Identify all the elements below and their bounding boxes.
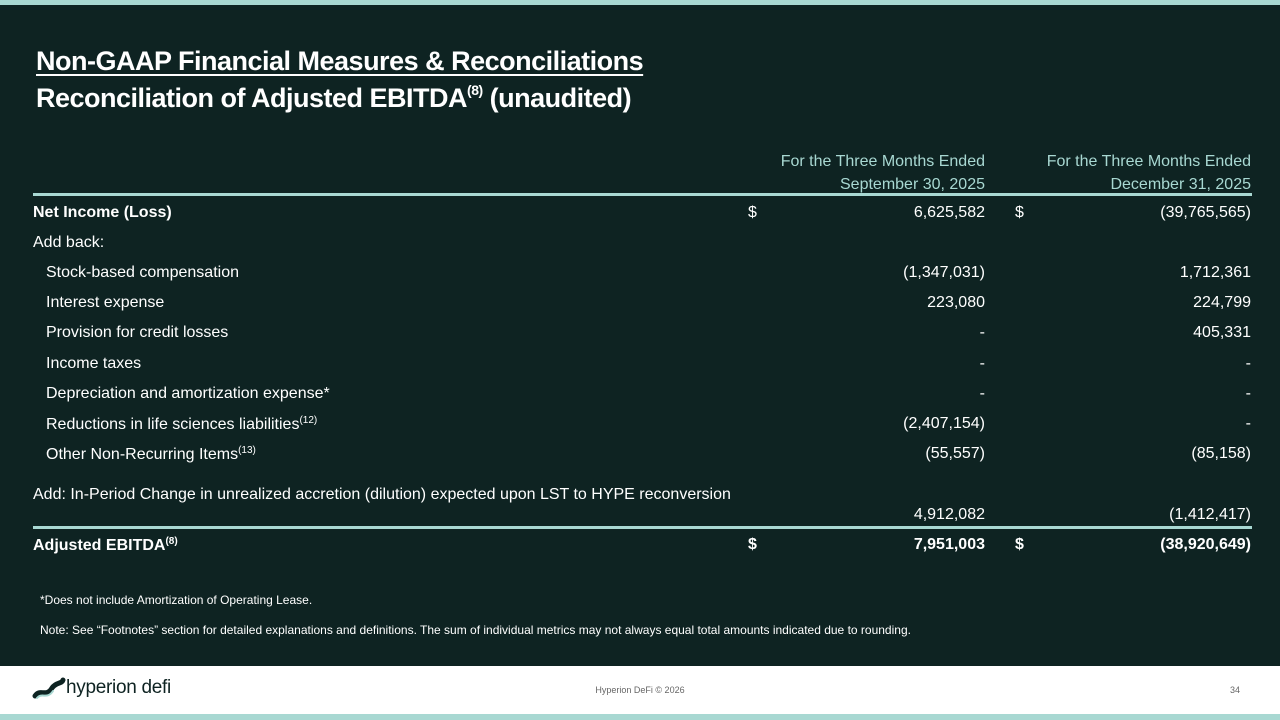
value-q4: (39,765,565) bbox=[1160, 204, 1251, 221]
table-row-add-back bbox=[0, 234, 1280, 258]
row-label bbox=[46, 445, 256, 464]
value-q4: (85,158) bbox=[1191, 445, 1251, 462]
value-q4: 224,799 bbox=[1193, 294, 1251, 311]
header-rule bbox=[33, 193, 1252, 196]
row-label: Income taxes bbox=[46, 355, 142, 372]
value-q3: 223,080 bbox=[927, 294, 985, 311]
value-q3: 7,951,003 bbox=[913, 536, 985, 553]
column-header-q3-line1: For the Three Months Ended bbox=[780, 153, 985, 170]
footnote-note: Note: See “Footnotes” section for detailed explanations and definitions. The sum of individual metrics may not always equal total amounts indicated due to rounding. bbox=[40, 623, 911, 637]
value-q3: - bbox=[979, 324, 985, 341]
value-q4: (38,920,649) bbox=[1160, 536, 1251, 553]
asterisk-note: *Does not include Amortization of Operating Lease. bbox=[40, 593, 313, 607]
column-header-q4-line1: For the Three Months Ended bbox=[1046, 153, 1251, 170]
value-q3: (1,347,031) bbox=[903, 264, 985, 281]
table-row-interest bbox=[0, 294, 1280, 318]
value-q4: 1,712,361 bbox=[1179, 264, 1251, 281]
value-q4: 405,331 bbox=[1193, 324, 1251, 341]
value-q4: - bbox=[1245, 415, 1251, 432]
row-label bbox=[46, 415, 317, 434]
value-q3: - bbox=[979, 385, 985, 402]
row-label-text: Reductions in life sciences liabilities bbox=[46, 416, 300, 433]
accretion-row-label: Add: In-Period Change in unrealized accretion (dilution) expected upon LST to HYPE reconversion bbox=[33, 486, 731, 503]
hyperion-logo-icon bbox=[32, 676, 66, 702]
row-label: Stock-based compensation bbox=[46, 264, 239, 281]
column-header-q4-line2: December 31, 2025 bbox=[1110, 176, 1251, 193]
value-q3: (55,557) bbox=[925, 445, 985, 462]
currency-symbol: $ bbox=[1015, 204, 1024, 221]
currency-symbol: $ bbox=[748, 536, 757, 553]
value-q3: 4,912,082 bbox=[913, 506, 985, 523]
currency-symbol: $ bbox=[748, 204, 757, 221]
subtitle-footnote-ref: (8) bbox=[467, 82, 483, 98]
row-label: Net Income (Loss) bbox=[33, 204, 172, 221]
value-q4: - bbox=[1245, 355, 1251, 372]
logo-wordmark: hyperion defi bbox=[66, 677, 171, 698]
column-header-q3-line2: September 30, 2025 bbox=[840, 176, 985, 193]
table-row-income-taxes bbox=[0, 355, 1280, 379]
bottom-accent-bar bbox=[0, 714, 1280, 720]
row-label: Depreciation and amortization expense* bbox=[46, 385, 330, 402]
column-header-q4 bbox=[991, 150, 1251, 196]
page-number: 34 bbox=[1229, 685, 1240, 695]
footnote-ref: (8) bbox=[165, 536, 178, 547]
value-q3: - bbox=[979, 355, 985, 372]
page-title: Non-GAAP Financial Measures & Reconciliations bbox=[36, 46, 644, 76]
value-q3: (2,407,154) bbox=[903, 415, 985, 432]
row-label-text: Adjusted EBITDA bbox=[33, 537, 166, 554]
footnote-ref: (13) bbox=[238, 445, 256, 456]
top-accent-bar bbox=[0, 0, 1280, 5]
table-row-adjusted-ebitda bbox=[0, 536, 1280, 560]
page-subtitle bbox=[36, 82, 631, 114]
table-row-life-sciences bbox=[0, 415, 1280, 439]
row-label: Interest expense bbox=[46, 294, 165, 311]
subtitle-text: Reconciliation of Adjusted EBITDA bbox=[36, 83, 468, 113]
row-label-text: Other Non-Recurring Items bbox=[46, 446, 239, 463]
table-row-other-items bbox=[0, 445, 1280, 469]
table-row-credit-losses bbox=[0, 324, 1280, 348]
table-row-depreciation bbox=[0, 385, 1280, 409]
table-row-net-income bbox=[0, 204, 1280, 228]
column-header-q3 bbox=[725, 150, 985, 196]
total-rule bbox=[33, 526, 1252, 529]
row-label: Add back: bbox=[33, 234, 105, 251]
subtitle-suffix: (unaudited) bbox=[482, 83, 632, 113]
value-q4: - bbox=[1245, 385, 1251, 402]
footnote-ref: (12) bbox=[299, 415, 318, 426]
value-q4: (1,412,417) bbox=[1169, 506, 1251, 523]
table-row-stock-comp bbox=[0, 264, 1280, 288]
value-q3: 6,625,582 bbox=[913, 204, 985, 221]
currency-symbol: $ bbox=[1015, 536, 1024, 553]
footer-copyright: Hyperion DeFi © 2026 bbox=[595, 685, 685, 695]
row-label bbox=[33, 536, 178, 555]
row-label: Provision for credit losses bbox=[46, 324, 229, 341]
